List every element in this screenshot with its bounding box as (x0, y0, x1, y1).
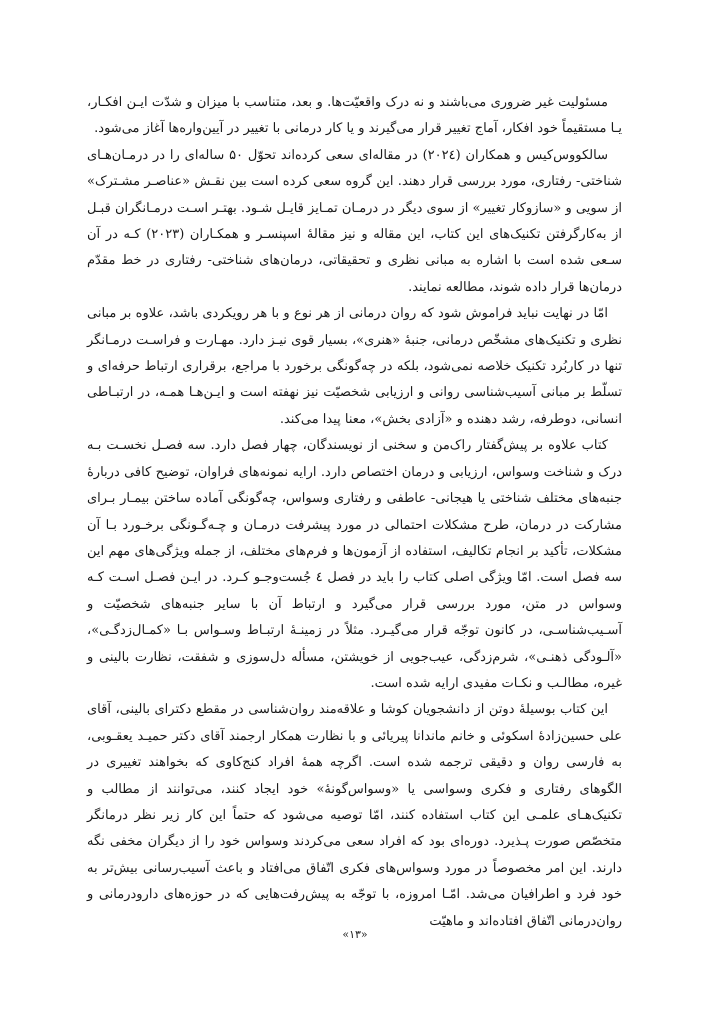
paragraph-translation: این کتاب بوسیلهٔ دوتن از دانشجویان کوشا و علاقه‌مند روان‌شناسی در مقطع دکترای بالینی، آقای علی حسین‌زادهٔ اسکوئی و خانم ماندانا پیریائی و با نظارت همکار ارجمند آقای دکتر حمیـد یعقـوبی، به فارسی روان و دقیقی ترجمه شده است. اگرچه همهٔ افراد کنج‌کاوی که بخواهند تغییری در الگوهای رفتاری و فکری وسواسی یا «وسواس‌گونهٔ» خود ایجاد کنند، می‌توانند از مطالب و تکنیک‌هـای علمـی این کتاب استفاده کنند، امّا توصیه می‌شود که حتماً این کار زیر نظر درمانگر متخصّص صورت پـذیرد. دوره‌ای بود که افراد سعی می‌کردند وسواس خود را از دیگران مخفی نگه دارند. این امر مخصوصاً در مورد وسواس‌های فکری اتّفاق می‌افتاد و باعث آسیب‌رسانی بیش‌تر به خود فرد و اطرافیان می‌شد. امّـا امروزه، با توجّه به پیش‌رفت‌هایی که در حوزه‌های دارودرمانی و روان‌درمانی اتّفاق افتاده‌اند و ماهیّت (87, 702, 622, 929)
paragraph-continuation: مسئولیت غیر ضروری می‌باشند و نه درک واقعیّت‌ها. و بعد، متناسب با میزان و شدّت ایـن افکـار، یـا مستقیماً خود افکار، آماج تغییر قرار می‌گیرند و یا کار درمانی با تغییر در آیین‌واره‌ها آغاز می‌شود. (87, 95, 622, 137)
page-number: «۱۳» (342, 928, 368, 941)
paragraph-book-chapters: کتاب علاوه بر پیش‌گفتار راک‌من و سخنی از نویسندگان، چهار فصل دارد. سه فصـل نخسـت بـه درک و شناخت وسواس، ارزیابی و درمان اختصاص دارد. ارایه نمونه‌های فراوان، توضیح کافی دربارهٔ جنبه‌های مختلف شناختی یا هیجانی- عاطفی و رفتاری وسواس، چه‌گونگی آماده ساختن بیمـار بـرای مشارکت در درمان، طرح مشکلات احتمالی در مورد پیشرفت درمـان و چـه‌گـونگی برخـورد بـا آن مشکلات، تأکید بر انجام تکالیف، استفاده از آزمون‌ها و فرم‌های مختلف، از جمله ویژگی‌های مهم این سه فصل است. امّا ویژگی اصلی کتاب را باید در فصل ٤ جُست‌وجـو کـرد. در ایـن فصـل اسـت کـه وسواس در متن، مورد بررسی قرار می‌گیرد و ارتباط آن با سایر جنبه‌های شخصیّت و آسـیب‌شناسـی، در کانون توجّه قرار می‌گیـرد. مثلاً در زمینـهٔ ارتبـاط وسـواس بـا «کمـال‌زدگـی»، «آلـودگی ذهنـی»، شرم‌زدگی، عیب‌جویی از خویشتن، مسأله دل‌سوزی و شفقت، نظارت بالینی و غیره، مطالـب و نکـات مفیدی ارایه شده است. (87, 438, 623, 691)
paragraph-salkovskis: سالکووس‌کیس و همکاران (۲۰۲٤) در مقاله‌ای سعی کرده‌اند تحوّل ۵۰ ساله‌ای را در درمـان‌هـای شناختی- رفتاری، مورد بررسی قرار دهند. این گروه سعی کرده است بین نقـش «عناصـر مشـترک» از سویی و «سازوکار تغییر» از سوی دیگر در درمـان تمـایز قایـل شـود. بهتـر اسـت درمـانگران قبـل از به‌کارگرفتن تکنیک‌های این کتاب، این مقاله و نیز مقالهٔ اسپنسـر و همکـاران (۲۰۲۳) کـه در آن سـعی شده است با اشاره به مبانی نظری و تحقیقاتی، درمان‌های شناختی- رفتاری در خط مقدّم درمان‌ها قرار داده شوند، مطالعه نمایند. (87, 147, 622, 295)
paragraph-art-of-therapy: امّا در نهایت نباید فراموش شود که روان درمانی از هر نوع و با هر رویکردی باشد، علاوه بر مبانی نظری و تکنیک‌های مشخّص درمانی، جنبهٔ «هنری»، بسیار قوی نیـز دارد. مهـارت و فراسـت درمـانگر تنها در کاربُرد تکنیک خلاصه نمی‌شود، بلکه در چه‌گونگی برخورد با مراجع، برقراری ارتباط حرفه‌ای و تسلّط بر مبانی آسیب‌شناسی روانی و ارزیابی شخصیّت نیز نهفته است و ایـن‌هـا همـه، در ارتبـاطی انسانی، دوطرفه، رشد دهنده و «آزادی بخش»، معنا پیدا می‌کند. (87, 306, 622, 427)
body-text (87, 90, 622, 935)
